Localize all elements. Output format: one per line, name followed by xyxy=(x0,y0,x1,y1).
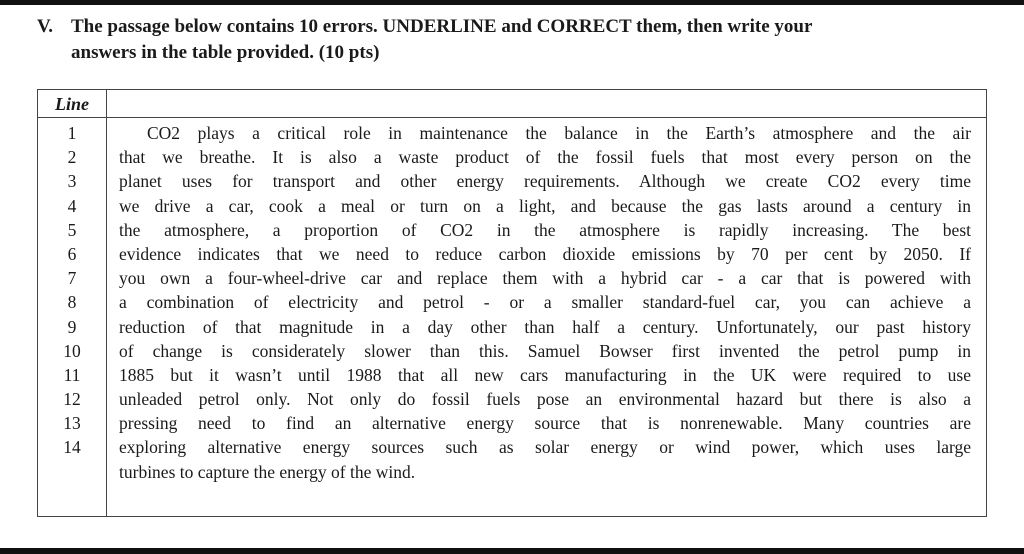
line-number: 6 xyxy=(67,243,77,264)
line-number: 9 xyxy=(67,316,77,337)
line-number: 14 xyxy=(63,437,81,458)
passage-line: you own a four-wheel-drive car and replace them with a hybrid car - a car that is powered with xyxy=(119,268,971,289)
passage-line: unleaded petrol only. Not only do fossil fuels pose an environmental hazard but there is also a xyxy=(119,389,971,410)
line-number: 10 xyxy=(63,340,81,361)
line-number: 3 xyxy=(67,171,77,192)
line-column-header: Line xyxy=(55,94,89,114)
instruction-line-1: The passage below contains 10 errors. UNDERLINE and CORRECT them, then write your xyxy=(71,16,813,37)
line-number: 11 xyxy=(63,364,81,385)
top-border-bar xyxy=(0,0,1024,5)
line-number: 1 xyxy=(67,123,77,143)
passage-line: reduction of that magnitude in a day other than half a century. Unfortunately, our past history xyxy=(119,316,971,337)
passage-line: 1885 but it wasn’t until 1988 that all new cars manufacturing in the UK were required to use xyxy=(119,364,971,385)
passage-text xyxy=(119,121,971,484)
line-number: 13 xyxy=(63,413,81,434)
passage-line: we drive a car, cook a meal or turn on a light, and because the gas lasts around a century in xyxy=(119,195,971,216)
passage-line: a combination of electricity and petrol - or a smaller standard-fuel car, you can achieve a xyxy=(119,292,971,313)
instruction-line-2: answers in the table provided. (10 pts) xyxy=(71,42,380,63)
passage-table xyxy=(37,89,987,517)
line-number: 2 xyxy=(67,147,77,168)
passage-line: the atmosphere, a proportion of CO2 in the atmosphere is rapidly increasing. The best xyxy=(119,219,971,240)
exercise-heading xyxy=(37,14,987,66)
line-number: 8 xyxy=(67,292,77,313)
passage-line: pressing need to find an alternative energy source that is nonrenewable. Many countries are xyxy=(119,413,971,434)
bottom-border-bar xyxy=(0,548,1024,554)
line-number: 4 xyxy=(67,195,77,216)
passage-line: turbines to capture the energy of the wind. xyxy=(119,461,416,482)
passage-line: that we breathe. It is also a waste product of the fossil fuels that most every person on the xyxy=(119,147,971,168)
passage-line: exploring alternative energy sources such as solar energy or wind power, which uses large xyxy=(119,437,971,458)
passage-line: of change is considerately slower than this. Samuel Bowser first invented the petrol pump in xyxy=(119,340,971,361)
passage-line: planet uses for transport and other energy requirements. Although we create CO2 every time xyxy=(119,171,971,192)
line-number: 5 xyxy=(67,219,77,240)
line-number: 7 xyxy=(67,268,77,289)
line-number: 12 xyxy=(63,389,81,410)
exercise-number: V. xyxy=(37,16,54,37)
column-divider xyxy=(106,90,107,516)
line-number-column xyxy=(38,121,106,460)
passage-line: CO2 plays a critical role in maintenance the balance in the Earth’s atmosphere and the air xyxy=(147,123,971,143)
table-header-row xyxy=(38,90,986,118)
passage-line: evidence indicates that we need to reduce carbon dioxide emissions by 70 per cent by 2050. If xyxy=(119,243,971,264)
